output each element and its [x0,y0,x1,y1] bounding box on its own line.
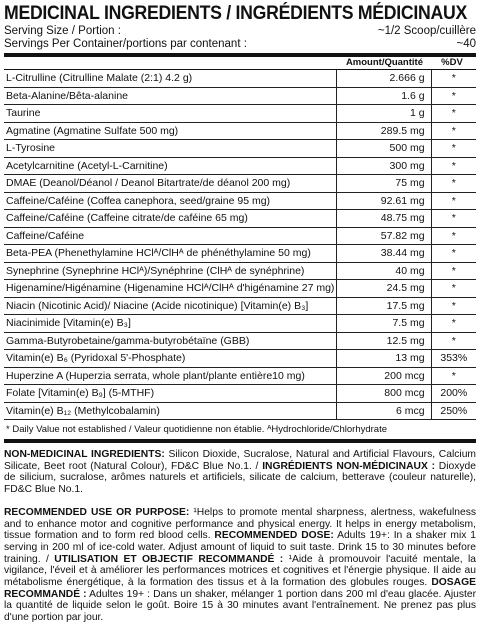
ingredient-name: Synephrine (Synephrine HClᴬ)/Synéphrine (ClHᴬ de synéphrine) [4,262,337,280]
ingredient-name: Huperzine A (Huperzia serrata, whole plant/plante entière10 mg) [4,367,337,385]
ingredient-dv: * [431,105,476,123]
ingredient-name: Beta-PEA (Phenethylamine HClᴬ/ClHᴬ de phénéthylamine 50 mg) [4,245,337,263]
ingredient-row [4,157,476,175]
use-text-fr: ¹Aide à promouvoir l'acuité mentale, la vigilance, l'éveil et à améliorer les performances motrices et cognitives et l'énergie physique. Il aide au métabolisme énergétique, à la formation des tissus et à la formation des globules rouges. [4,553,476,589]
ingredient-amount: 500 mg [337,140,431,158]
ingredient-row [4,402,476,420]
ingredient-dv: * [431,332,476,350]
use-label-fr: UTILISATION ET OBJECTIF RECOMMANDÉ : [54,553,284,565]
dose-label-fr: DOSAGE RECOMMANDÉ : [4,577,476,600]
ingredient-name: Vitamin(e) B₁₂ (Methylcobalamin) [4,402,337,420]
ingredient-row [4,367,476,385]
ingredient-row [4,192,476,210]
ingredient-amount: 48.75 mg [337,210,431,228]
ingredient-name: Caffeine/Caféine [4,227,337,245]
dose-text: Adults 19+: In a shaker mix 1 serving in 200 ml of ice-cold water. Adjust amount of liquid to suit taste. Drink 15 to 30 minutes before training. / [4,530,476,565]
serving-size-value: ~1/2 Scoop/cuillère [377,25,476,37]
ingredient-dv: * [431,87,476,105]
non-medicinal-label-fr: INGRÉDIENTS NON-MÉDICINAUX : [262,460,436,472]
ingredient-amount: 38.44 mg [337,245,431,263]
recommended-use [4,507,476,624]
ingredient-dv: * [431,192,476,210]
dv-column-header: %DV [441,57,463,68]
ingredient-row [4,122,476,140]
ingredient-name: Higenamine/Higénamine (Higenamine HClᴬ/ClHᴬ d'higénamine 27 mg) [4,280,337,298]
ingredient-amount: 12.5 mg [337,332,431,350]
ingredient-amount: 92.61 mg [337,192,431,210]
ingredient-name: Caffeine/Caféine (Coffea canephora, seed/graine 95 mg) [4,192,337,210]
ingredient-name: L-Tyrosine [4,140,337,158]
ingredient-name: Gamma-Butyrobetaine/gamma-butyrobétaïne (GBB) [4,332,337,350]
ingredient-dv: * [431,122,476,140]
ingredient-row [4,297,476,315]
ingredient-amount: 289.5 mg [337,122,431,140]
servings-per-container-label: Servings Per Container/portions par contenant : [4,38,247,50]
ingredient-row [4,350,476,368]
ingredient-dv: * [431,210,476,228]
ingredient-amount: 57.82 mg [337,227,431,245]
ingredient-dv: * [431,280,476,298]
ingredient-dv: * [431,262,476,280]
ingredient-amount: 2.666 g [337,70,431,87]
ingredient-name: L-Citrulline (Citrulline Malate (2:1) 4.2 g) [4,70,337,87]
ingredient-row [4,280,476,298]
ingredient-row [4,227,476,245]
dose-label: RECOMMENDED DOSE: [214,530,334,542]
ingredient-dv: * [431,245,476,263]
non-medicinal-ingredients [4,449,476,496]
ingredient-name: Acetylcarnitine (Acetyl-L-Carnitine) [4,157,337,175]
ingredient-amount: 200 mcg [337,367,431,385]
amount-column-header: Amount/Quantité [345,57,423,68]
ingredient-row [4,105,476,123]
non-medicinal-text-fr: Dioxyde de silicium, sucralose, arômes naturels et artificiels, silicate de calcium, betterave (couleur naturelle), FD&C Blue No.1. [4,460,477,496]
ingredient-name: Caffeine/Caféine (Caffeine citrate/de caféine 65 mg) [4,210,337,228]
ingredient-amount: 1 g [337,105,431,123]
ingredient-name: Agmatine (Agmatine Sulfate 500 mg) [4,122,337,140]
ingredient-row [4,332,476,350]
table-header [4,57,476,70]
ingredient-row [4,245,476,263]
ingredient-row [4,70,476,87]
ingredient-dv: * [431,157,476,175]
ingredient-dv: 200% [431,385,476,403]
ingredient-row [4,262,476,280]
ingredient-row [4,315,476,333]
non-medicinal-text-en: Silicon Dioxide, Sucralose, Natural and Artificial Flavours, Calcium Silicate, Beet root (Natural Colour), FD&C Blue No.1. / [4,449,477,472]
ingredient-amount: 75 mg [337,175,431,193]
dose-text-fr: Adultes 19+ : Dans un shaker, mélanger 1 portion dans 200 ml d'eau glacée. Ajuster la quantité de liquide selon le goût. Boire 15 à 30 minutes avant l'entraînement. Ne prenez pas plus d'une portion par jour. [4,588,476,624]
ingredient-name: Vitamin(e) B₆ (Pyridoxal 5'-Phosphate) [4,350,337,368]
non-medicinal-label-en: NON-MEDICINAL INGREDIENTS: [4,449,165,460]
supplement-label [4,3,476,624]
ingredient-amount: 300 mg [337,157,431,175]
ingredient-amount: 7.5 mg [337,315,431,333]
ingredient-amount: 40 mg [337,262,431,280]
ingredient-name: Beta-Alanine/Bêta-alanine [4,87,337,105]
ingredient-name: Niacin (Nicotinic Acid)/ Niacine (Acide nicotinique) [Vitamin(e) B₃] [4,297,337,315]
ingredient-dv: * [431,70,476,87]
ingredients-table [4,70,476,420]
ingredient-row [4,385,476,403]
use-label: RECOMMENDED USE OR PURPOSE: [4,506,190,518]
use-text: ¹Helps to promote mental sharpness, alertness, wakefulness and to enhance motor and cognitive performance and physical energy. It helps in energy metabolism, tissue formation and to form red blood cells. [4,506,476,542]
ingredient-dv: * [431,140,476,158]
ingredient-dv: * [431,227,476,245]
ingredient-amount: 800 mcg [337,385,431,403]
ingredient-amount: 24.5 mg [337,280,431,298]
ingredient-row [4,140,476,158]
ingredient-row [4,175,476,193]
ingredient-dv: 250% [431,402,476,420]
ingredient-dv: * [431,297,476,315]
label-title: MEDICINAL INGREDIENTS / INGRÉDIENTS MÉDICINAUX [4,3,467,24]
daily-value-footnote: * Daily Value not established / Valeur quotidienne non établie. ᴬHydrochloride/Chlorhydrate [4,420,476,443]
ingredient-name: Taurine [4,105,337,123]
ingredient-dv: * [431,367,476,385]
ingredient-amount: 6 mcg [337,402,431,420]
ingredient-name: Folate [Vitamin(e) B₉] (5-MTHF) [4,385,337,403]
servings-per-container-value: ~40 [456,38,476,50]
servings-per-container-row [4,38,476,51]
ingredient-amount: 17.5 mg [337,297,431,315]
ingredient-dv: 353% [431,350,476,368]
ingredient-row [4,87,476,105]
serving-size-row [4,25,476,38]
ingredient-amount: 1.6 g [337,87,431,105]
ingredient-amount: 13 mg [337,350,431,368]
ingredient-name: Niacinimide [Vitamin(e) B₃] [4,315,337,333]
ingredient-dv: * [431,315,476,333]
ingredient-dv: * [431,175,476,193]
ingredient-name: DMAE (Deanol/Déanol / Deanol Bitartrate/de déanol 200 mg) [4,175,337,193]
serving-size-label: Serving Size / Portion : [4,25,121,37]
ingredient-row [4,210,476,228]
